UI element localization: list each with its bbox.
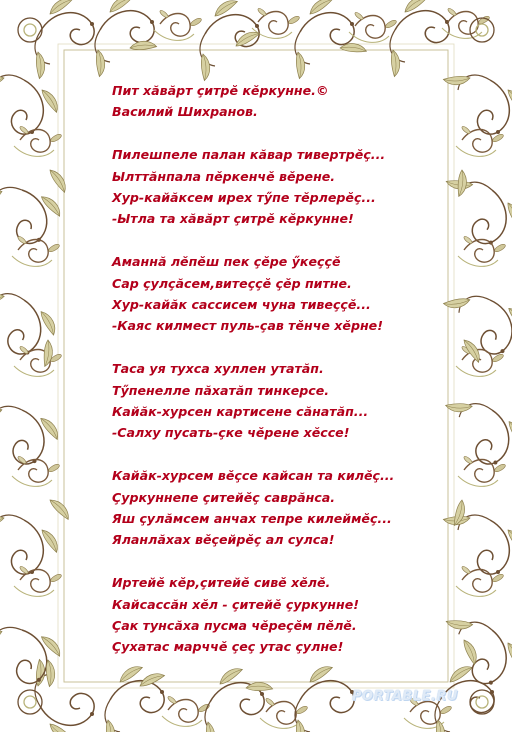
poem-line: Çак тунсăха пусма чĕреçĕм пĕлĕ.: [112, 618, 357, 634]
poem-line: Яш çулăмсем анчах тепре килеймĕç...: [112, 511, 392, 527]
poem-line: Çуркуннепе çитейĕç саврăнса.: [112, 489, 336, 505]
poem-line: Сар çулçăсем,витеççĕ çĕр питне.: [112, 275, 352, 291]
poem-line: Яланлăхах вĕçейрĕç ал сулса!: [112, 532, 335, 548]
poem-line: Иртейĕ кĕр,çитейĕ сивĕ хĕлĕ.: [112, 575, 331, 591]
poem-line: Аманнă лĕпĕш пек çĕре ӳкеççĕ: [112, 254, 341, 270]
stanza-4: [112, 465, 432, 551]
poem-line: Кайăк-хурсем вĕçсе кайсан та килĕç...: [112, 468, 395, 484]
stanza-2: [112, 251, 432, 337]
poem-line: -Салху пусать-çке чĕрене хĕссе!: [112, 425, 350, 441]
poem-line: -Ытла та хăвăрт çитрĕ кĕркунне!: [112, 211, 354, 227]
poem-author: Василий Шихранов.: [112, 104, 258, 120]
poem-line: Ылттăнпала пĕркенчĕ вĕрене.: [112, 168, 336, 184]
poem-line: Кайсассăн хĕл - çитейĕ çуркунне!: [112, 596, 359, 612]
poem-header: [112, 80, 432, 123]
poem-line: -Каяс килмест пуль-çав тĕнче хĕрне!: [112, 318, 383, 334]
poem-title: Пит хăвăрт çитрĕ кĕркунне.©: [112, 83, 329, 98]
stanza-3: [112, 358, 432, 444]
poem-line: Тӳпенелле пăхатăп тинкерсе.: [112, 382, 330, 398]
poem-line: Таса уя тухса хуллен утатăп.: [112, 361, 324, 377]
poem-line: Кайăк-хурсен картисене сăнатăп...: [112, 404, 369, 420]
stanza-1: [112, 144, 432, 230]
poem-line: Хур-кайăксем ирех тӳпе тĕрлерĕç...: [112, 190, 376, 206]
poem-line: Хур-кайăк сассисем чуна тивеççĕ...: [112, 297, 371, 313]
poem-line: Пилешпеле палан кăвар тивертрĕç...: [112, 147, 386, 163]
site-watermark: PORTABLE.RU: [352, 689, 459, 704]
poem-line: Çухатас марччĕ çеç утас çулне!: [112, 639, 344, 655]
stanza-5: [112, 572, 432, 658]
poem-body: [112, 80, 432, 658]
